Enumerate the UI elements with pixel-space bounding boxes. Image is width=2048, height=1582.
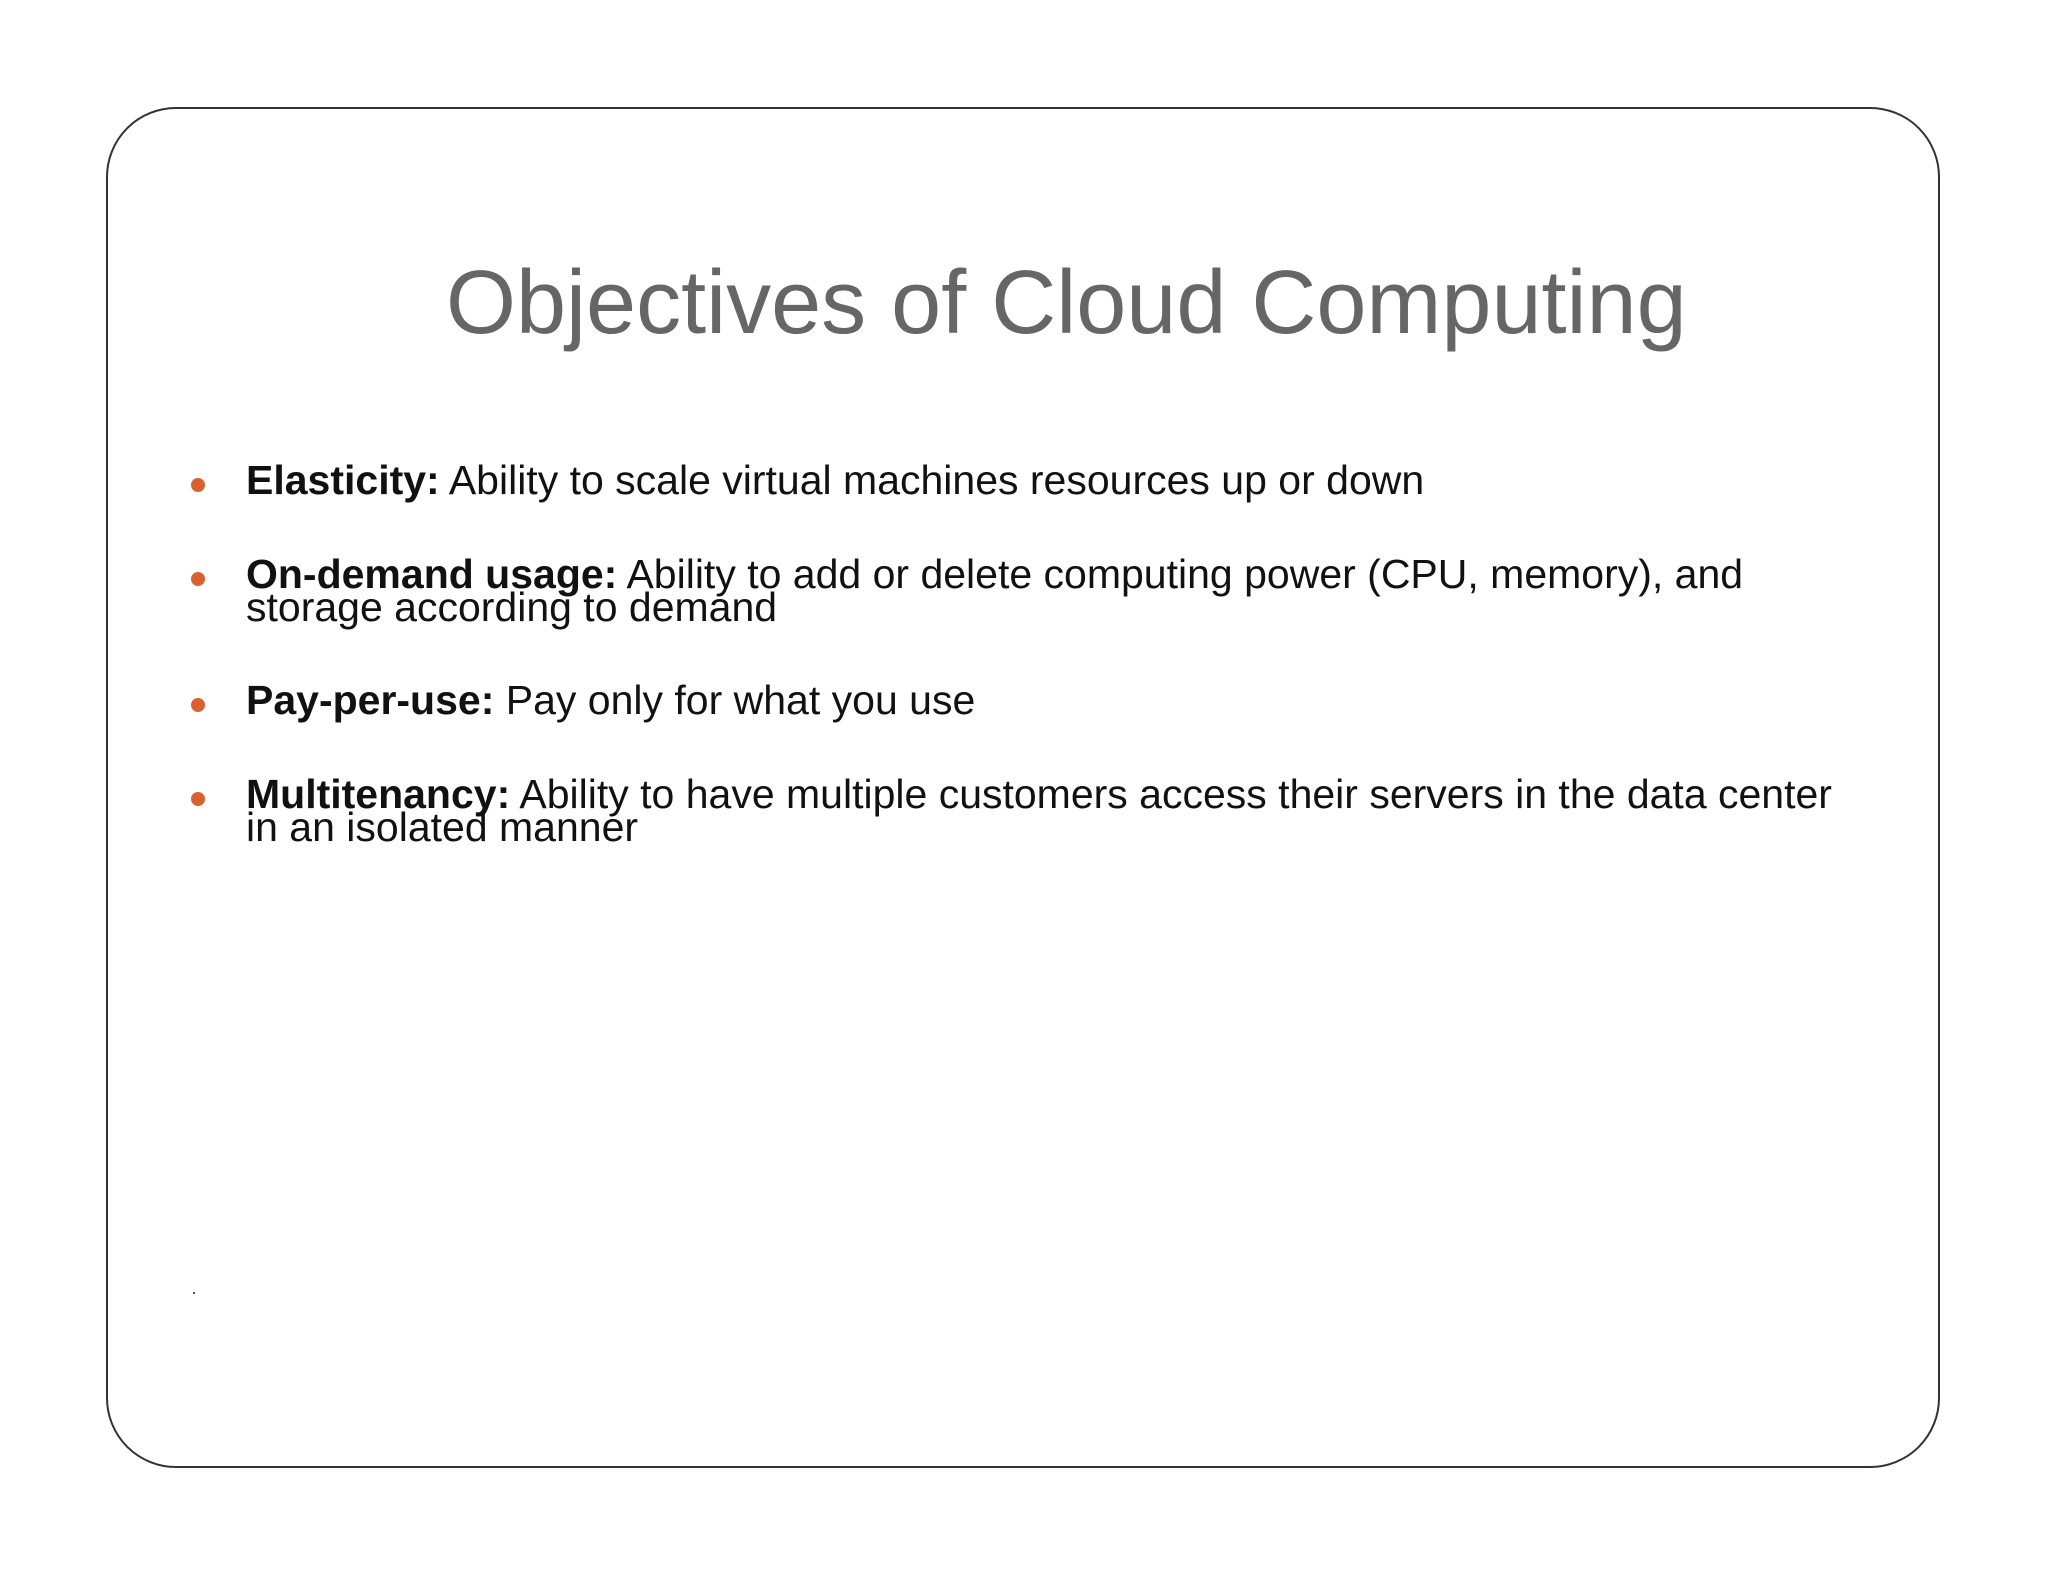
bullet-text	[246, 677, 1846, 723]
bullet-term: Pay-per-use:	[246, 677, 495, 723]
bullet-description: Ability to scale virtual machines resources up or down	[439, 457, 1425, 503]
bullet-dot-icon	[191, 572, 205, 586]
bullet-text	[246, 551, 1846, 630]
decorative-dot	[193, 1292, 195, 1294]
bullet-description: Ability to add or delete computing power (CPU, memory), and storage according to demand	[246, 551, 1744, 630]
bullet-dot-icon	[191, 792, 205, 806]
bullet-dot-icon	[191, 478, 205, 492]
bullet-term: On-demand usage:	[246, 551, 618, 597]
bullet-term: Elasticity:	[246, 457, 440, 503]
bullet-description: Ability to have multiple customers access their servers in the data center in an isolated manner	[246, 771, 1832, 850]
bullet-description: Pay only for what you use	[494, 677, 976, 723]
bullet-text	[246, 457, 1846, 503]
slide-title: Objectives of Cloud Computing	[446, 253, 1687, 353]
bullet-dot-icon	[191, 698, 205, 712]
bullet-term: Multitenancy:	[246, 771, 511, 817]
bullet-text	[246, 771, 1846, 850]
